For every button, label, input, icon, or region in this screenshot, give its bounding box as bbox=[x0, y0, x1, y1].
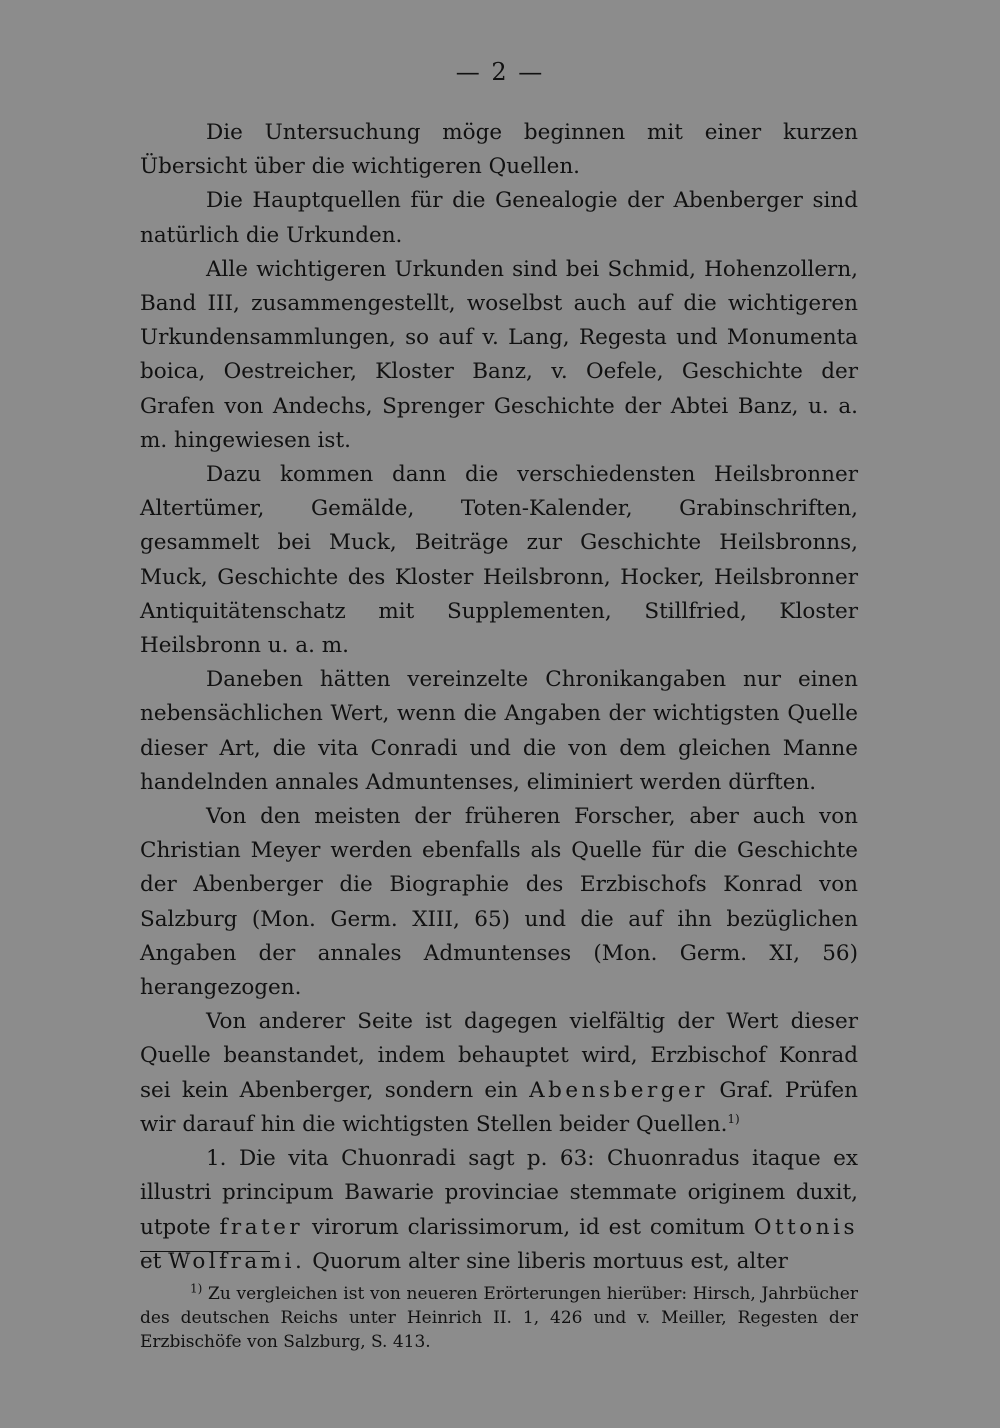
paragraph-2: Die Hauptquellen für die Genealogie der Abenberger sind natürlich die Urkunden. bbox=[140, 188, 858, 248]
footnote-marker: 1) bbox=[190, 1281, 203, 1296]
paragraph-3: Alle wichtigeren Urkunden sind bei Schmid, Hohenzollern, Band III, zusammengestellt, woselbst auch auf die wichtigeren Urkundensammlungen, so auf v. Lang, Regesta und Monumenta boica, Oestreicher, Kloster Banz, v. Oefele, Geschichte der Grafen von Andechs, Sprenger Geschichte der Abtei Banz, u. a. m. hingewiesen ist. bbox=[140, 256, 858, 453]
paragraph-7-text-b: Graf. Prüfen wir darauf hin die wichtigsten Stellen beider Quellen. bbox=[140, 1077, 858, 1137]
main-text bbox=[140, 116, 858, 1279]
paragraph-8-text-a: 1. Die vita Chuonradi sagt p. 63: Chuonradus itaque ex illustri principum Bawarie provinciae stemmate originem duxit, utpote bbox=[140, 1146, 858, 1240]
paragraph-5: Daneben hätten vereinzelte Chronikangaben nur einen nebensächlichen Wert, wenn die Angaben der wichtigsten Quelle dieser Art, die vita Conradi und die von dem gleichen Manne handelnden annales Admuntenses, eliminiert werden dürften. bbox=[140, 667, 858, 795]
footnote-text: Zu vergleichen ist von neueren Erörterungen hierüber: Hirsch, Jahrbücher des deutschen Reichs unter Heinrich II. 1, 426 und v. Meiller, Regesten der Erzbischöfe von Salzburg, S. 413. bbox=[140, 1284, 858, 1352]
paragraph-6: Von den meisten der früheren Forscher, aber auch von Christian Meyer werden ebenfalls als Quelle für die Geschichte der Abenberger die Biographie des Erzbischofs Konrad von Salzburg (Mon. Germ. XIII, 65) und die auf ihn bezüglichen Angaben der annales Admuntenses (Mon. Germ. XI, 56) herangezogen. bbox=[140, 804, 858, 1001]
spaced-word-ottonis: Ottonis bbox=[753, 1214, 858, 1240]
spaced-word-wolframi: Wolframi. bbox=[168, 1248, 306, 1274]
paragraph-8-text-b: virorum clarissimorum, id est comitum bbox=[312, 1214, 745, 1240]
paragraph-7-text-a: Von anderer Seite ist dagegen vielfältig der Wert dieser Quelle beanstandet, indem behauptet wird, Erzbischof Konrad sei kein Abenberger, sondern ein bbox=[140, 1009, 858, 1103]
footnote-area bbox=[140, 1282, 858, 1354]
spaced-word-frater: frater bbox=[219, 1214, 304, 1240]
footnote-divider bbox=[140, 1251, 270, 1252]
paragraph-8-text-c: et bbox=[140, 1248, 162, 1274]
footnote-1 bbox=[140, 1282, 858, 1354]
page-number: — 2 — bbox=[455, 58, 545, 86]
paragraph-7 bbox=[140, 1005, 858, 1142]
paragraph-1: Die Untersuchung möge beginnen mit einer kurzen Übersicht über die wichtigeren Quellen. bbox=[140, 120, 858, 180]
spaced-word-abensberger: Abensberger bbox=[529, 1077, 709, 1103]
footnote-reference: 1) bbox=[727, 1111, 740, 1126]
paragraph-4: Dazu kommen dann die verschiedensten Heilsbronner Altertümer, Gemälde, Toten-Kalender, Grabinschriften, gesammelt bei Muck, Beiträge zur Geschichte Heilsbronns, Muck, Geschichte des Kloster Heilsbronn, Hocker, Heilsbronner Antiquitätenschatz mit Supplementen, Stillfried, Kloster Heilsbronn u. a. m. bbox=[140, 462, 858, 659]
paragraph-8-text-d: Quorum alter sine liberis mortuus est, alter bbox=[312, 1248, 788, 1274]
paragraph-8 bbox=[140, 1142, 858, 1279]
